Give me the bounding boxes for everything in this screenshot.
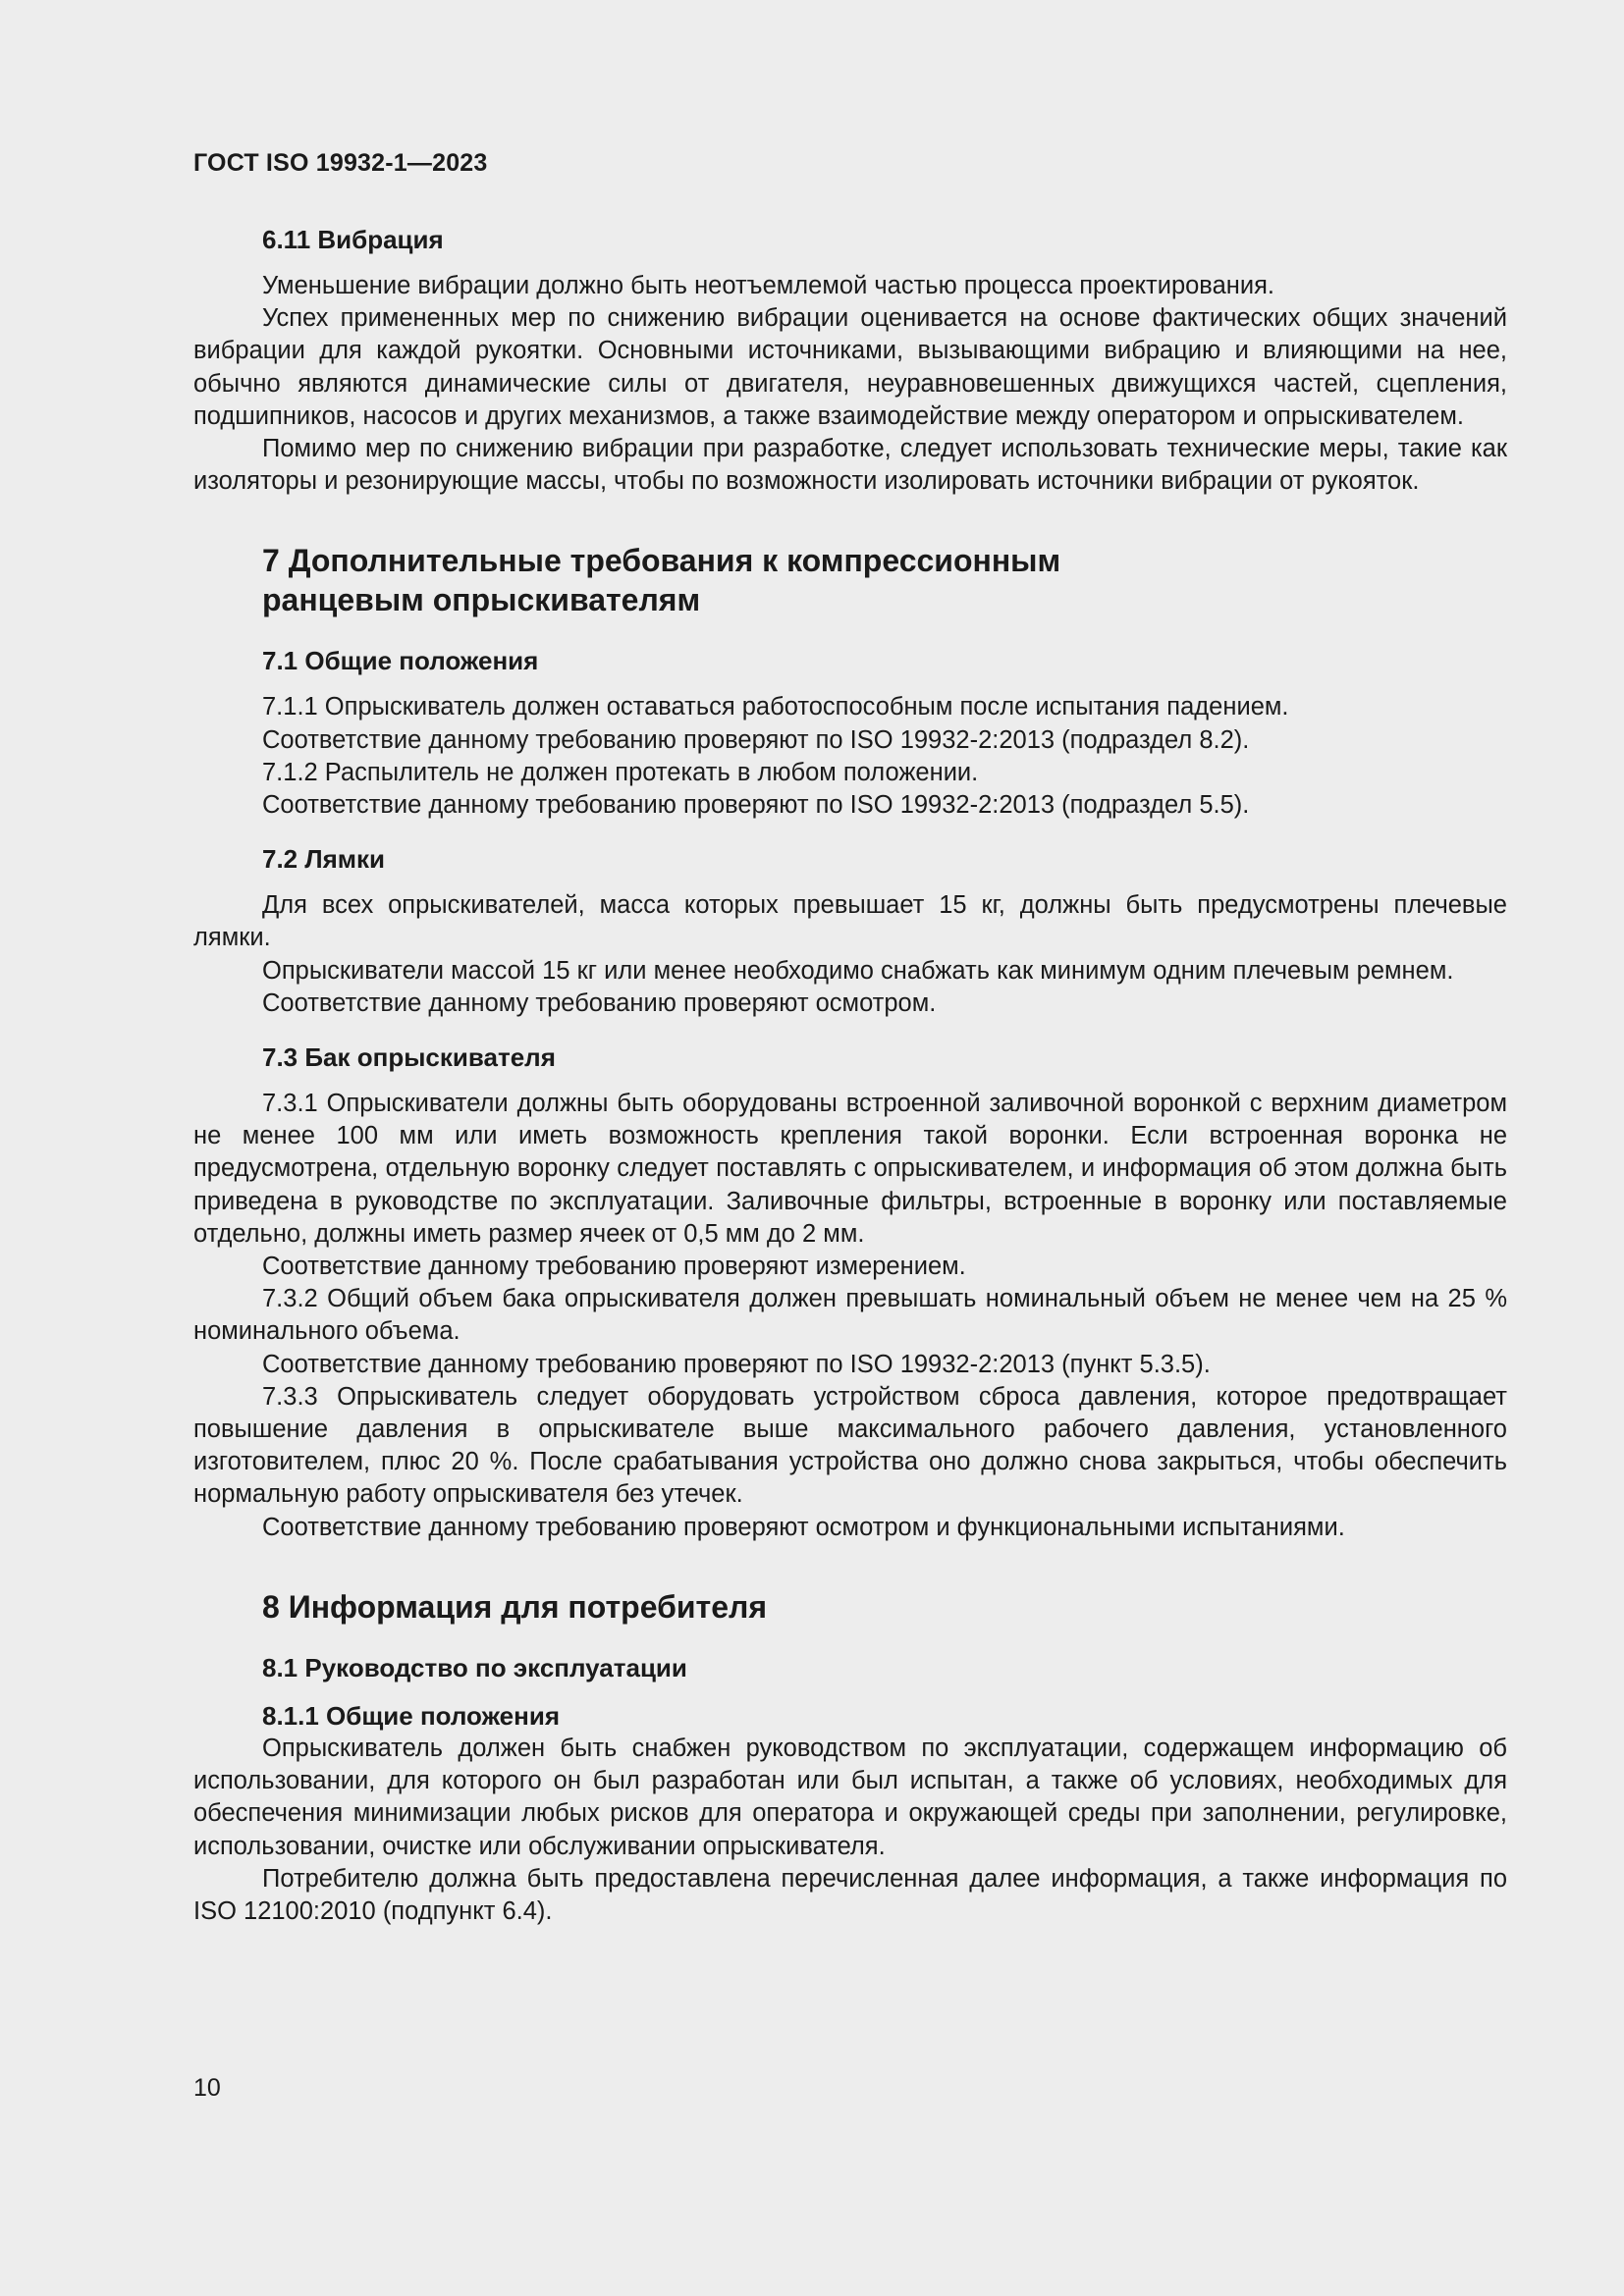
paragraph: Помимо мер по снижению вибрации при разработке, следует использовать технические меры, такие как изоляторы и резонирующие массы, чтобы по возможности изолировать источники вибрации от рукояток. [193,435,1507,496]
paragraph: Для всех опрыскивателей, масса которых превышает 15 кг, должны быть предусмотрены плечевые лямки. [193,891,1507,952]
paragraph: Уменьшение вибрации должно быть неотъемлемой частью процесса проектирования. [262,272,1274,299]
page-number: 10 [193,2074,221,2102]
section-8-title: 8 Информация для потребителя [262,1588,767,1625]
section-8-1-1-title: 8.1.1 Общие положения [262,1700,560,1731]
paragraph: Соответствие данному требованию проверяют по ISO 19932-2:2013 (подраздел 8.2). [262,725,1250,754]
section-7-title-line2: ранцевым опрыскивателям [262,582,701,618]
section-7-1-title: 7.1 Общие положения [262,646,539,676]
document-body [193,224,1507,1928]
section-6-11-title: 6.11 Вибрация [262,225,444,254]
paragraph: Опрыскиватели массой 15 кг или менее необходимо снабжать как минимум одним плечевым ремнем. [262,956,1454,985]
document-page [193,0,1507,2296]
paragraph: 7.1.1 Опрыскиватель должен оставаться работоспособным после испытания падением. [262,693,1289,721]
paragraph: Опрыскиватель должен быть снабжен руководством по эксплуатации, содержащем информацию об использовании, для которого он был разработан или был испытан, а также об условиях, необходимых для обеспечения минимизации любых рисков для оператора и окружающей среды при заполнении, регулировке, использовании, очистке или обслуживании опрыскивателя. [193,1734,1507,1860]
section-8-1-title: 8.1 Руководство по эксплуатации [262,1652,687,1682]
paragraph: Соответствие данному требованию проверяют осмотром. [262,988,937,1017]
paragraph: Потребителю должна быть предоставлена перечисленная далее информация, а также информация по ISO 12100:2010 (подпункт 6.4). [193,1864,1507,1925]
section-7-2-title: 7.2 Лямки [262,844,386,875]
paragraph: Соответствие данному требованию проверяют измерением. [262,1253,966,1281]
paragraph: Успех примененных мер по снижению вибрации оценивается на основе фактических общих значений вибрации для каждой рукоятки. Основными источниками, вызывающими вибрацию и влияющими на нее, обычно являются динамические силы от двигателя, неуравновешенных движущихся частей, сцепления, подшипников, насосов и других механизмов, а также взаимодействие между оператором и опрыскивателем. [193,304,1507,430]
section-7-3-title: 7.3 Бак опрыскивателя [262,1042,556,1073]
section-7-title-line1: 7 Дополнительные требования к компрессионным [262,543,1061,579]
paragraph: 7.1.2 Распылитель не должен протекать в любом положении. [262,758,979,786]
paragraph: 7.3.1 Опрыскиватели должны быть оборудованы встроенной заливочной воронкой с верхним диаметром не менее 100 мм или иметь возможность крепления такой воронки. Если встроенная воронка не предусмотрена, отдельную воронку следует поставлять с опрыскивателем, и информация об этом должна быть приведена в руководстве по эксплуатации. Заливочные фильтры, встроенные в воронку или поставляемые отдельно, должны иметь размер ячеек от 0,5 мм до 2 мм. [193,1090,1507,1248]
paragraph: 7.3.2 Общий объем бака опрыскивателя должен превышать номинальный объем не менее чем на 25 % номинального объема. [193,1285,1507,1346]
section-7-title [193,541,1507,619]
paragraph: Соответствие данному требованию проверяют осмотром и функциональными испытаниями. [262,1513,1345,1541]
paragraph: 7.3.3 Опрыскиватель следует оборудовать устройством сброса давления, которое предотвращает повышение давления в опрыскивателе выше максимального рабочего давления, установленного изготовителем, плюс 20 %. После срабатывания устройства оно должно снова закрыться, чтобы обеспечить нормальную работу опрыскивателя без утечек. [193,1382,1507,1509]
document-header: ГОСТ ISO 19932-1—2023 [193,149,488,177]
paragraph: Соответствие данному требованию проверяют по ISO 19932-2:2013 (пункт 5.3.5). [262,1350,1211,1378]
paragraph: Соответствие данному требованию проверяют по ISO 19932-2:2013 (подраздел 5.5). [262,791,1250,820]
